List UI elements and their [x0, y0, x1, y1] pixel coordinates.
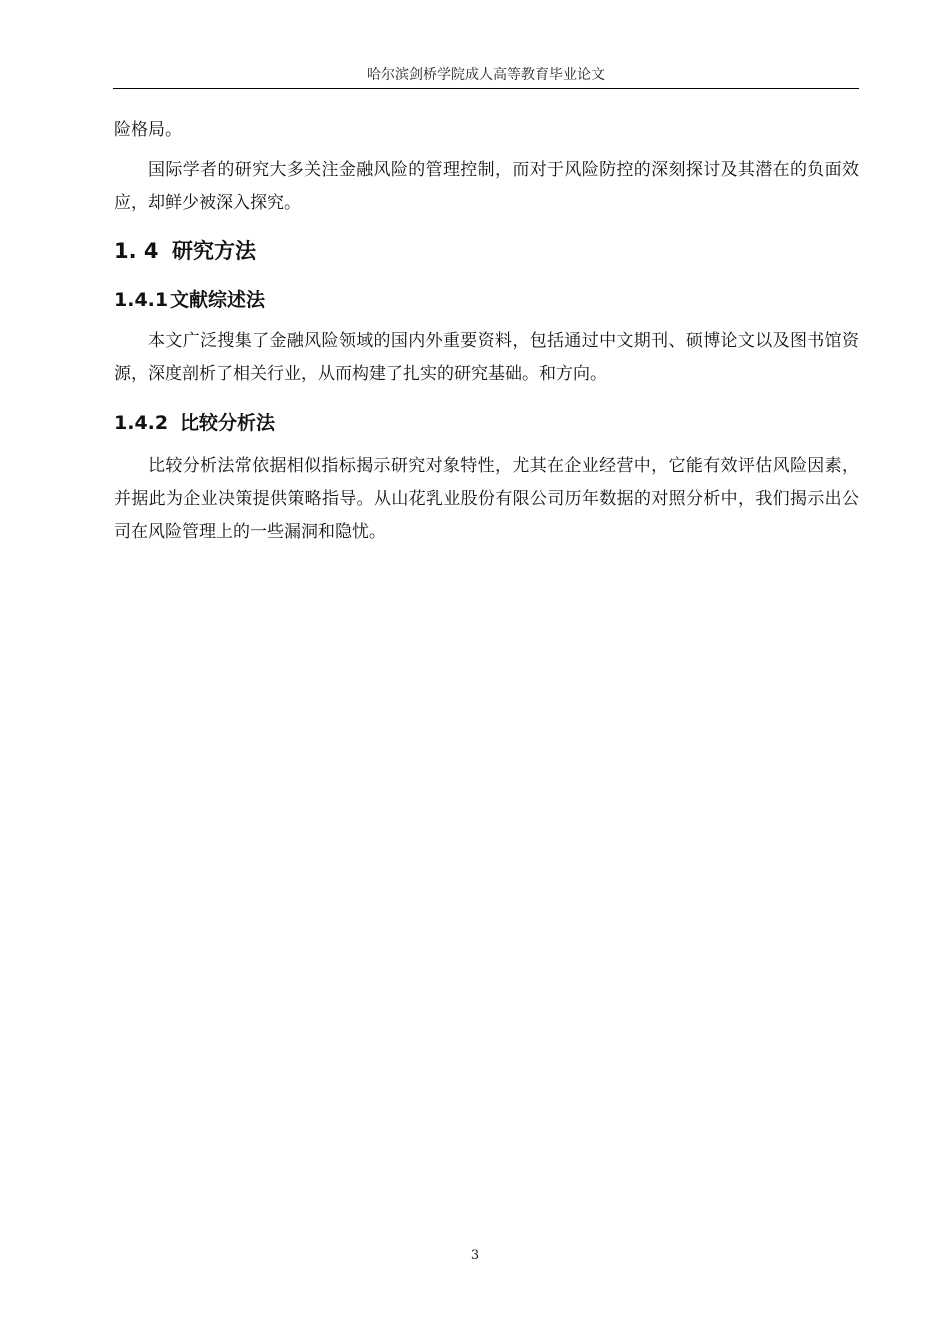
subsection-number: 1.4.1 — [114, 289, 169, 311]
paragraph-literature-review: 本文广泛搜集了金融风险领域的国内外重要资料，包括通过中文期刊、硕博论文以及图书馆资源，深度剖析了相关行业，从而构建了扎实的研究基础。和方向。 — [114, 331, 859, 384]
paragraph-international-research: 国际学者的研究大多关注金融风险的管理控制，而对于风险防控的深刻探讨及其潜在的负面效应，却鲜少被深入探究。 — [114, 160, 859, 213]
subsection-title: 文献综述法 — [170, 289, 266, 311]
header-rule — [113, 88, 859, 89]
section-number: 1. 4 — [114, 239, 159, 263]
section-heading-1-4 — [114, 237, 256, 265]
subsection-heading-1-4-2 — [114, 410, 275, 436]
subsection-heading-1-4-1 — [114, 287, 265, 313]
paragraph-continuation: 险格局。 — [114, 120, 182, 140]
section-title: 研究方法 — [172, 239, 256, 263]
running-header: 哈尔滨剑桥学院成人高等教育毕业论文 — [367, 67, 605, 83]
subsection-title: 比较分析法 — [180, 412, 276, 434]
page-number: 3 — [470, 1248, 480, 1263]
paragraph-comparative-analysis: 比较分析法常依据相似指标揭示研究对象特性，尤其在企业经营中，它能有效评估风险因素，并据此为企业决策提供策略指导。从山花乳业股份有限公司历年数据的对照分析中，我们揭示出公司在风险管理上的一些漏洞和隐忧。 — [114, 456, 859, 542]
subsection-number: 1.4.2 — [114, 412, 169, 434]
